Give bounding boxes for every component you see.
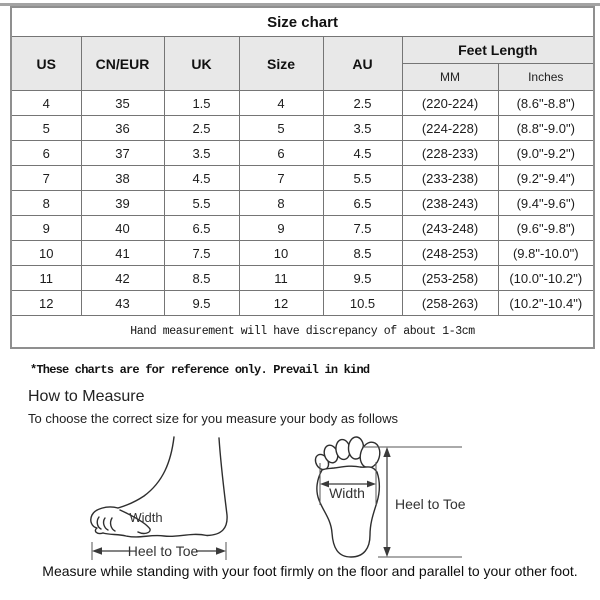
size-cell: (9.8"-10.0") — [498, 241, 594, 266]
size-cell: 12 — [239, 291, 323, 316]
size-cell: (10.2"-10.4") — [498, 291, 594, 316]
table-row — [11, 216, 594, 241]
size-cell: 3.5 — [164, 141, 239, 166]
size-cell: (9.6"-9.8") — [498, 216, 594, 241]
column-header-size: Size — [239, 37, 323, 91]
size-cell: 9 — [239, 216, 323, 241]
size-cell: 3.5 — [323, 116, 402, 141]
measurement-note: Hand measurement will have discrepancy of about 1-3cm — [11, 316, 594, 349]
size-cell: 11 — [239, 266, 323, 291]
size-cell: (224-228) — [402, 116, 498, 141]
size-cell: 37 — [81, 141, 164, 166]
column-header-us: US — [11, 37, 81, 91]
foot-side-view-drawing — [91, 437, 227, 560]
size-cell: 4 — [11, 91, 81, 116]
size-cell: 8 — [11, 191, 81, 216]
size-cell: (9.4"-9.6") — [498, 191, 594, 216]
reference-disclaimer: *These charts are for reference only. Prevail in kind — [30, 363, 370, 377]
size-cell: 4.5 — [323, 141, 402, 166]
size-cell: 6.5 — [323, 191, 402, 216]
size-cell: (9.0"-9.2") — [498, 141, 594, 166]
column-header-feet-length: Feet Length — [402, 37, 594, 64]
size-cell: 10 — [239, 241, 323, 266]
size-cell: 35 — [81, 91, 164, 116]
size-cell: 5 — [239, 116, 323, 141]
size-cell: 41 — [81, 241, 164, 266]
size-cell: (248-253) — [402, 241, 498, 266]
foot-top-view-drawing — [313, 437, 466, 557]
size-cell: 39 — [81, 191, 164, 216]
size-cell: 8.5 — [323, 241, 402, 266]
table-row — [11, 241, 594, 266]
table-row — [11, 166, 594, 191]
size-cell: 11 — [11, 266, 81, 291]
table-row — [11, 291, 594, 316]
table-row — [11, 91, 594, 116]
size-cell: 10 — [11, 241, 81, 266]
size-cell: (8.6"-8.8") — [498, 91, 594, 116]
table-row — [11, 191, 594, 216]
subcolumn-header-inches: Inches — [498, 64, 594, 91]
side-heel-to-toe-label: Heel to Toe — [127, 543, 199, 559]
size-cell: 2.5 — [164, 116, 239, 141]
size-cell: 7.5 — [323, 216, 402, 241]
size-cell: 8 — [239, 191, 323, 216]
size-cell: (10.0"-10.2") — [498, 266, 594, 291]
size-cell: 6.5 — [164, 216, 239, 241]
size-cell: 9.5 — [164, 291, 239, 316]
size-cell: (8.8"-9.0") — [498, 116, 594, 141]
size-cell: 12 — [11, 291, 81, 316]
size-cell: 5 — [11, 116, 81, 141]
size-chart-table — [10, 6, 595, 349]
size-cell: 4 — [239, 91, 323, 116]
size-cell: 9.5 — [323, 266, 402, 291]
size-chart-title: Size chart — [11, 7, 594, 37]
column-header-cneur: CN/EUR — [81, 37, 164, 91]
size-cell: (228-233) — [402, 141, 498, 166]
size-cell: 5.5 — [323, 166, 402, 191]
table-row — [11, 116, 594, 141]
size-cell: 7 — [239, 166, 323, 191]
size-cell: 42 — [81, 266, 164, 291]
size-cell: (243-248) — [402, 216, 498, 241]
size-cell: 38 — [81, 166, 164, 191]
size-cell: 6 — [239, 141, 323, 166]
column-header-uk: UK — [164, 37, 239, 91]
size-cell: 7 — [11, 166, 81, 191]
how-to-measure-heading: How to Measure — [28, 388, 145, 405]
size-cell: (253-258) — [402, 266, 498, 291]
how-to-measure-subtitle: To choose the correct size for you measure your body as follows — [28, 411, 398, 426]
side-width-label: Width — [129, 510, 163, 525]
size-cell: (9.2"-9.4") — [498, 166, 594, 191]
top-heel-to-toe-label: Heel to Toe — [395, 496, 466, 512]
top-width-label: Width — [329, 485, 365, 501]
size-cell: (238-243) — [402, 191, 498, 216]
size-cell: 36 — [81, 116, 164, 141]
table-row — [11, 141, 594, 166]
size-cell: 1.5 — [164, 91, 239, 116]
size-cell: 8.5 — [164, 266, 239, 291]
size-cell: (258-263) — [402, 291, 498, 316]
table-row — [11, 266, 594, 291]
size-table-body — [11, 91, 594, 316]
size-cell: 7.5 — [164, 241, 239, 266]
measuring-caption: Measure while standing with your foot firmly on the floor and parallel to your other foot. — [42, 563, 578, 579]
size-cell: 40 — [81, 216, 164, 241]
subcolumn-header-mm: MM — [402, 64, 498, 91]
size-cell: 43 — [81, 291, 164, 316]
size-cell: (220-224) — [402, 91, 498, 116]
size-cell: 10.5 — [323, 291, 402, 316]
size-cell: 2.5 — [323, 91, 402, 116]
size-cell: (233-238) — [402, 166, 498, 191]
size-cell: 4.5 — [164, 166, 239, 191]
size-cell: 6 — [11, 141, 81, 166]
size-cell: 5.5 — [164, 191, 239, 216]
size-cell: 9 — [11, 216, 81, 241]
column-header-au: AU — [323, 37, 402, 91]
